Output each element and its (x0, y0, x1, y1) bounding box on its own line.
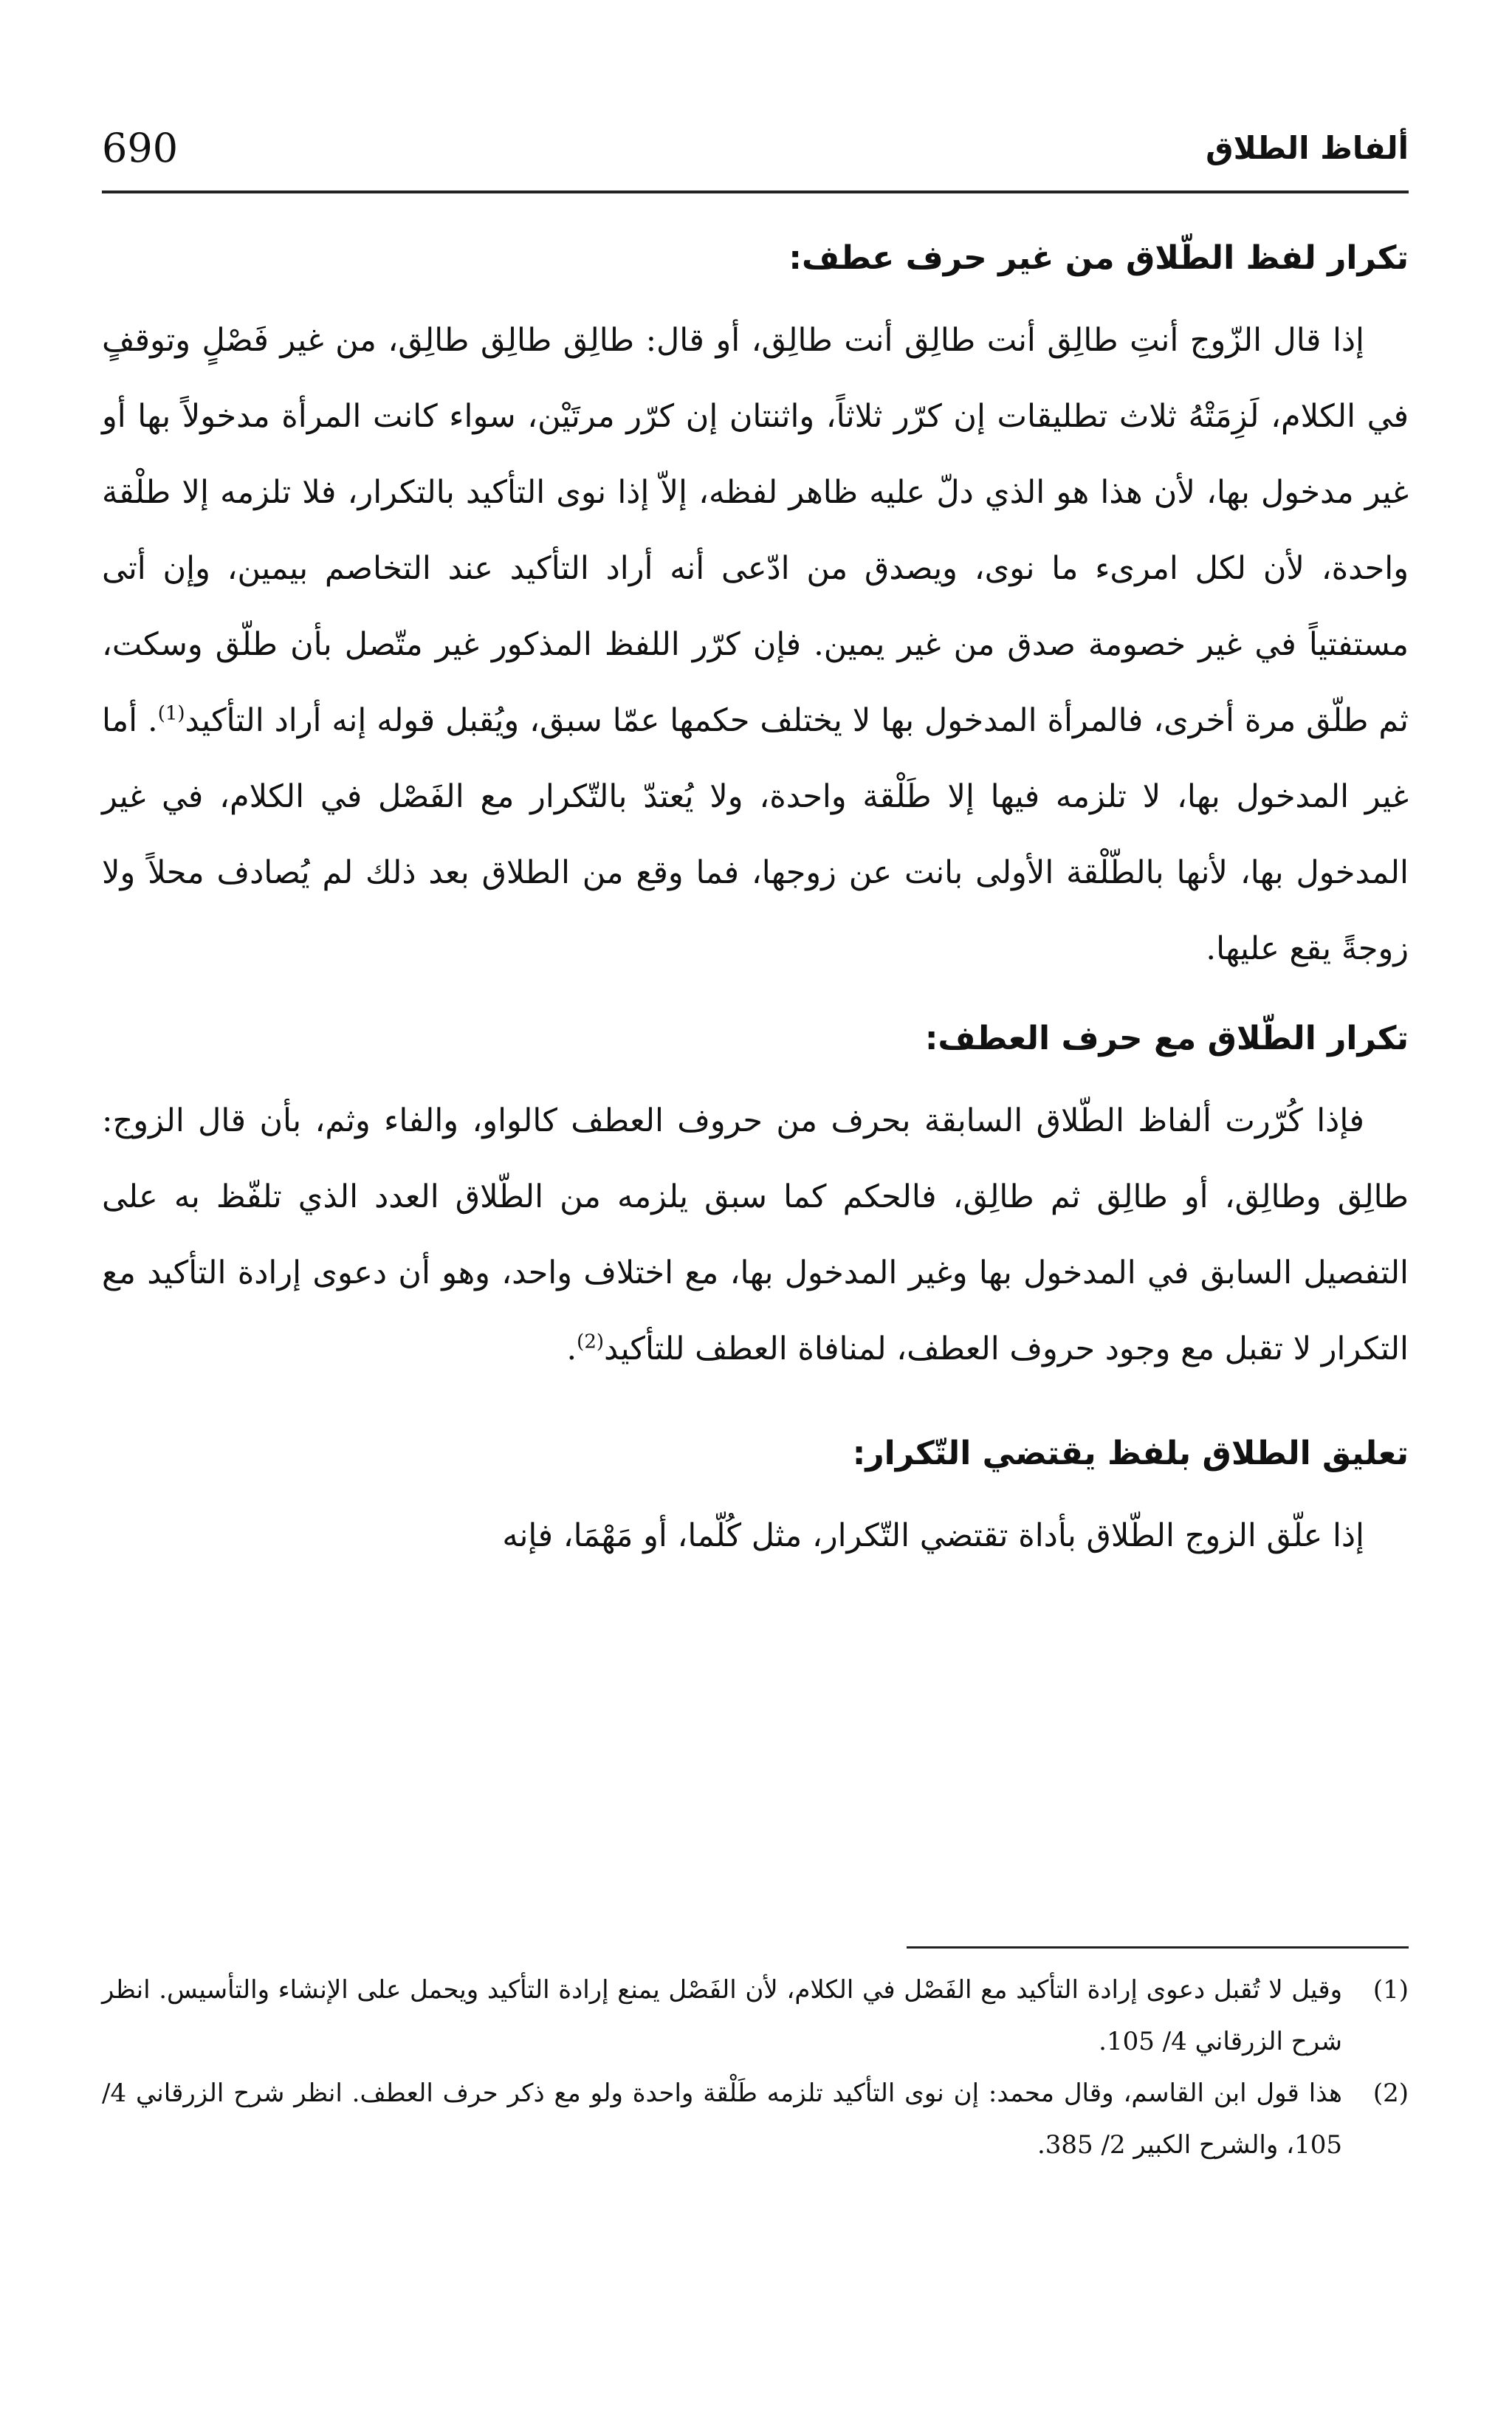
main-content (102, 214, 1409, 1574)
section-paragraph: إذا علّق الزوج الطّلاق بأداة تقتضي التّكرار، مثل كُلّما، أو مَهْمَا، فإنه (502, 1517, 1364, 1554)
footnote-ref: (2) (577, 1331, 605, 1353)
section-repeat-without-conjunction (102, 214, 1409, 987)
paragraph-text: فإذا كُرّرت ألفاظ الطّلاق السابقة بحرف من حروف العطف كالواو، والفاء وثم، بأن قال الزوج: طالِق وطالِق، أو طالِق ثم طالِق، فالحكم كما سبق يلزمه من الطّلاق العدد الذي تلفّظ به على التفصيل السابق في المدخول بها وغير المدخول بها، مع اختلاف واحد، وهو أن دعوى إرادة التأكيد مع التكرار لا تقبل مع وجود حروف العطف، لمنافاة العطف للتأكيد (102, 1102, 1409, 1367)
section-paragraph (102, 1083, 1409, 1387)
section-conditional-divorce (102, 1410, 1409, 1574)
section-heading: تعليق الطلاق بلفظ يقتضي التّكرار: (852, 1435, 1409, 1472)
footnotes (102, 1964, 1409, 2171)
section-paragraph (102, 303, 1409, 987)
header-rule (102, 190, 1409, 193)
section-heading: تكرار الطّلاق مع حرف العطف: (924, 1020, 1409, 1057)
footnote-number: (2) (1372, 2078, 1409, 2108)
footnote-number: (1) (1372, 1975, 1409, 2005)
page-header (102, 111, 1409, 185)
section-heading: تكرار لفظ الطّلاق من غير حرف عطف: (788, 239, 1409, 277)
paragraph-text-tail: . أما غير المدخول بها، لا تلزمه فيها إلا طَلْقة واحدة، ولا يُعتدّ بالتّكرار مع الفَصْل في الكلام، في غير المدخول بها، لأنها بالطّلْقة الأولى بانت عن زوجها، فما وقع من الطلاق بعد ذلك لم يُصادف محلاً ولا زوجةً يقع عليها. (102, 702, 1409, 967)
section-repeat-with-conjunction (102, 995, 1409, 1387)
paragraph-text: إذا قال الزّوج أنتِ طالِق أنت طالِق أنت طالِق، أو قال: طالِق طالِق طالِق، من غير فَصْلٍ وتوقفٍ في الكلام، لَزِمَتْهُ ثلاث تطليقات إن كرّر ثلاثاً، واثنتان إن كرّر مرتَيْن، سواء كانت المرأة مدخولاً بها أو غير مدخول بها، لأن هذا هو الذي دلّ عليه ظاهر لفظه، إلاّ إذا نوى التأكيد بالتكرار، فلا تلزمه إلا طلْقة واحدة، لأن لكل امرىء ما نوى، ويصدق من ادّعى أنه أراد التأكيد عند التخاصم بيمين، وإن أتى مستفتياً في غير خصومة صدق من غير يمين. فإن كرّر اللفظ المذكور غير متّصل بأن طلّق وسكت، ثم طلّق مرة أخرى، فالمرأة المدخول بها لا يختلف حكمها عمّا سبق، ويُقبل قوله إنه أراد التأكيد (102, 322, 1409, 739)
page-number: 690 (102, 124, 179, 171)
footnote-ref: (1) (157, 702, 185, 725)
paragraph-text-tail: . (566, 1331, 577, 1367)
footnote (102, 2067, 1409, 2171)
footnote-text: وقيل لا تُقبل دعوى إرادة التأكيد مع الفَصْل في الكلام، لأن الفَصْل يمنع إرادة التأكيد ويحمل على الإنشاء والتأسيس. انظر شرح الزرقاني 4/ 105. (102, 1975, 1342, 2056)
footnote-text: هذا قول ابن القاسم، وقال محمد: إن نوى التأكيد تلزمه طَلْقة واحدة ولو مع ذكر حرف العطف. انظر شرح الزرقاني 4/ 105، والشرح الكبير 2/ 385. (102, 2078, 1342, 2160)
footnote (102, 1964, 1409, 2067)
running-title: ألفاظ الطلاق (1206, 129, 1409, 166)
footnote-rule (907, 1946, 1409, 1949)
